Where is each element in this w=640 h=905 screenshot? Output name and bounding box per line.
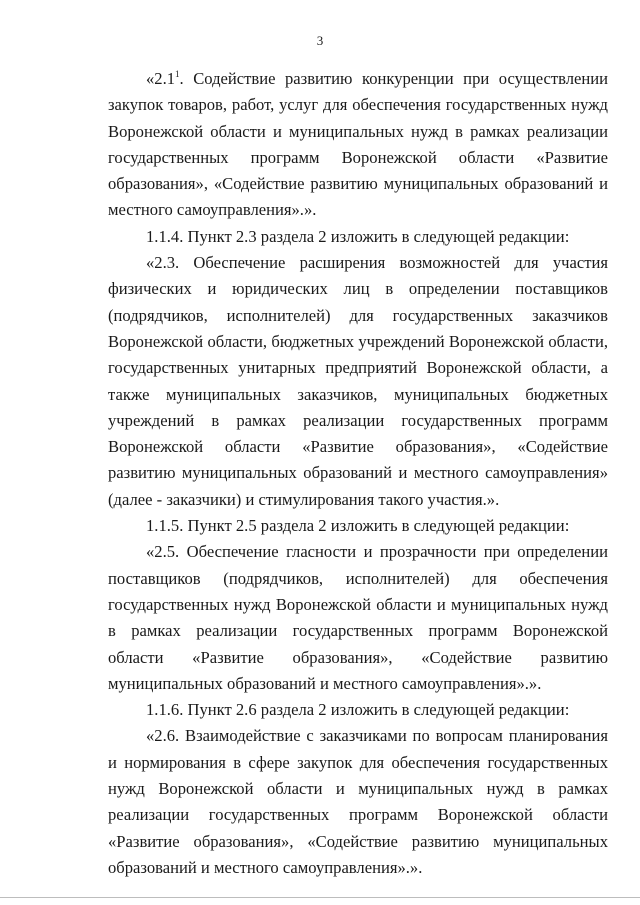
document-body	[108, 66, 608, 881]
scan-bottom-edge	[0, 897, 640, 898]
paragraph-2-3: «2.3. Обеспечение расширения возможностей для участия физических и юридических лиц в определении поставщиков (подрядчиков, исполнителей) для государственных заказчиков Воронежской области, бюджетных учреждений Воронежской области, государственных унитарных предприятий Воронежской области, а также муниципальных заказчиков, муниципальных бюджетных учреждений в рамках реализации государственных программ Воронежской области «Развитие образования», «Содействие развитию муниципальных образований и местного самоуправления» (далее - заказчики) и стимулирования такого участия.».	[108, 253, 608, 509]
paragraph-2-6: «2.6. Взаимодействие с заказчиками по вопросам планирования и нормирования в сфере закупок для обеспечения государственных нужд Воронежской области и муниципальных нужд в рамках реализации государственных программ Воронежской области «Развитие образования», «Содействие развитию муниципальных образований и местного самоуправления».».	[108, 726, 608, 877]
paragraph-2-1-1	[108, 66, 608, 224]
superscript-one: 1	[175, 69, 180, 79]
paragraph-2-1-1-rest: . Содействие развитию конкуренции при осуществлении закупок товаров, работ, услуг для обеспечения государственных нужд Воронежской области и муниципальных нужд в рамках реализации государственных программ Воронежской области «Развитие образования», «Содействие развитию муниципальных образований и местного самоуправления».».	[108, 69, 608, 220]
paragraph-1-1-6: 1.1.6. Пункт 2.6 раздела 2 изложить в следующей редакции:	[146, 700, 570, 720]
paragraph-2-1-1-start: «2.1	[146, 69, 176, 88]
paragraph-1-1-5: 1.1.5. Пункт 2.5 раздела 2 изложить в следующей редакции:	[146, 516, 570, 536]
page-number: 3	[316, 33, 324, 48]
paragraph-1-1-4: 1.1.4. Пункт 2.3 раздела 2 изложить в следующей редакции:	[146, 226, 570, 246]
paragraph-2-5: «2.5. Обеспечение гласности и прозрачности при определении поставщиков (подрядчиков, исполнителей) для обеспечения государственных нужд Воронежской области и муниципальных нужд в рамках реализации государственных программ Воронежской области «Развитие образования», «Содействие развитию муниципальных образований и местного самоуправления».».	[108, 542, 608, 693]
